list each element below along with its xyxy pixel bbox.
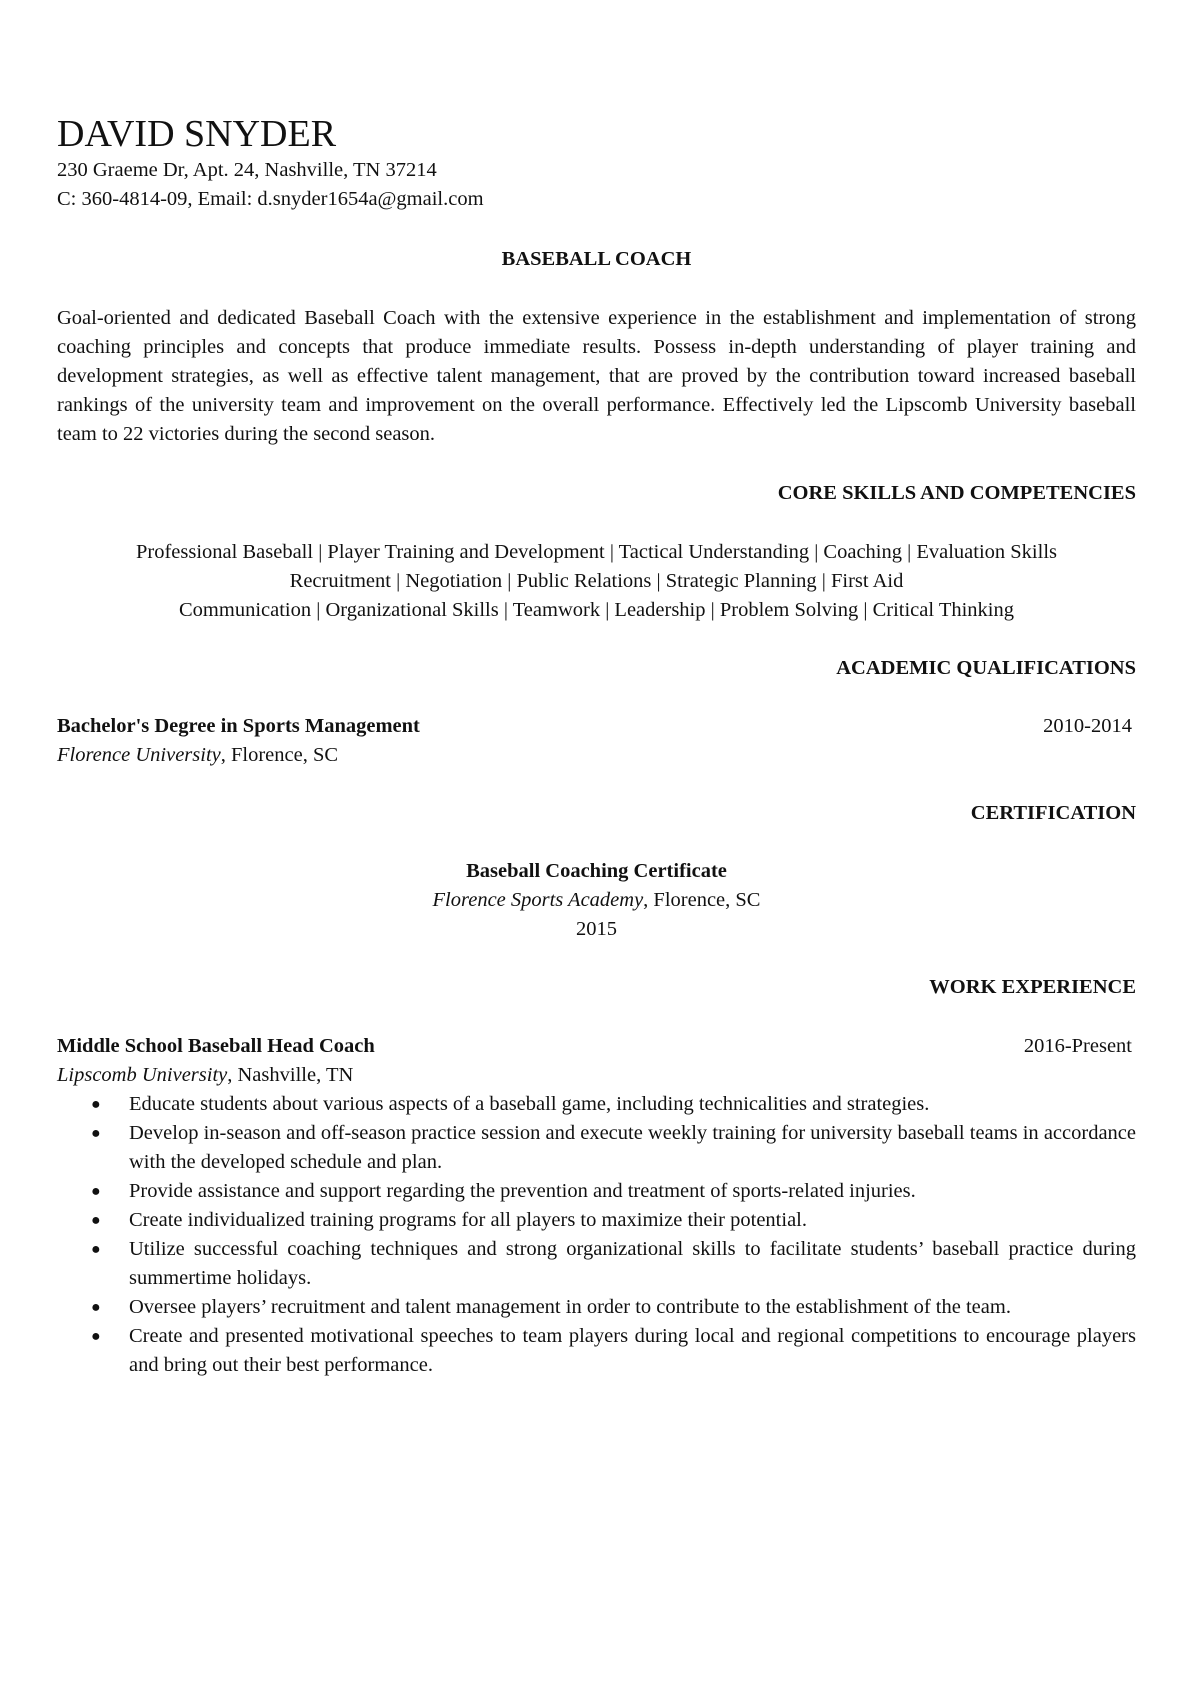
bullet-text: Provide assistance and support regarding the prevention and treatment of sports-related injuries. bbox=[129, 1180, 916, 1202]
skills-line: Professional Baseball | Player Training and Development | Tactical Understanding | Coaching | Evaluation Skills bbox=[136, 541, 1057, 563]
job-dates: 2016-Present bbox=[1023, 1035, 1132, 1057]
contact-header bbox=[57, 112, 1136, 214]
education-entry bbox=[57, 712, 1136, 770]
bullet-icon: ● bbox=[91, 1096, 101, 1113]
list-item bbox=[57, 1235, 1136, 1293]
degree: Bachelor's Degree in Sports Management bbox=[57, 715, 420, 737]
skills-line: Recruitment | Negotiation | Public Relations | Strategic Planning | First Aid bbox=[289, 570, 904, 592]
school-location: , Florence, SC bbox=[220, 744, 339, 766]
education-dates: 2010-2014 bbox=[1043, 715, 1132, 737]
skills-heading: CORE SKILLS AND COMPETENCIES bbox=[777, 482, 1136, 504]
certificate-location: , Florence, SC bbox=[643, 889, 761, 911]
bullet-text: Oversee players’ recruitment and talent management in order to contribute to the establishment of the team. bbox=[129, 1296, 1011, 1318]
job-entry bbox=[57, 1032, 1136, 1380]
list-item bbox=[57, 1177, 1136, 1206]
summary: Goal-oriented and dedicated Baseball Coach with the extensive experience in the establishment and implementation of strong coaching principles and concepts that produce immediate results. Possess in-depth understanding of player training and development strategies, as well as effective talent management, that are proved by the contribution toward increased baseball rankings of the university team and improvement on the overall performance. Effectively led the Lipscomb University baseball team to 22 victories during the second season. bbox=[57, 307, 1136, 445]
bullet-text: Utilize successful coaching techniques and strong organizational skills to facilitate students’ baseball practice during summertime holidays. bbox=[129, 1238, 1136, 1289]
bullet-text: Create and presented motivational speeches to team players during local and regional competitions to encourage players and bring out their best performance. bbox=[129, 1325, 1136, 1376]
skills-line: Communication | Organizational Skills | Teamwork | Leadership | Problem Solving | Critical Thinking bbox=[179, 599, 1014, 621]
list-item bbox=[57, 1090, 1136, 1119]
certificate-year: 2015 bbox=[576, 918, 617, 940]
job-title: BASEBALL COACH bbox=[501, 248, 692, 270]
bullet-icon: ● bbox=[91, 1125, 101, 1142]
list-item bbox=[57, 1119, 1136, 1177]
job-bullets bbox=[57, 1090, 1136, 1380]
certification-entry bbox=[57, 857, 1136, 944]
bullet-icon: ● bbox=[91, 1299, 101, 1316]
bullet-icon: ● bbox=[91, 1183, 101, 1200]
address: 230 Graeme Dr, Apt. 24, Nashville, TN 37214 bbox=[57, 159, 437, 181]
bullet-icon: ● bbox=[91, 1241, 101, 1258]
bullet-text: Educate students about various aspects of a baseball game, including technicalities and strategies. bbox=[129, 1093, 930, 1115]
bullet-text: Develop in-season and off-season practice session and execute weekly training for university baseball teams in accordance with the developed schedule and plan. bbox=[129, 1122, 1136, 1173]
bullet-text: Create individualized training programs for all players to maximize their potential. bbox=[129, 1209, 807, 1231]
work-heading: WORK EXPERIENCE bbox=[929, 976, 1136, 998]
employer-location: , Nashville, TN bbox=[227, 1064, 354, 1086]
job-title: Middle School Baseball Head Coach bbox=[57, 1035, 375, 1057]
list-item bbox=[57, 1206, 1136, 1235]
contact-info: C: 360-4814-09, Email: d.snyder1654a@gmail.com bbox=[57, 188, 484, 210]
list-item bbox=[57, 1293, 1136, 1322]
certification-heading: CERTIFICATION bbox=[970, 802, 1136, 824]
list-item bbox=[57, 1322, 1136, 1380]
bullet-icon: ● bbox=[91, 1328, 101, 1345]
certificate-name: Baseball Coaching Certificate bbox=[466, 860, 727, 882]
employer: Lipscomb University bbox=[57, 1064, 228, 1086]
bullet-icon: ● bbox=[91, 1212, 101, 1229]
candidate-name: DAVID SNYDER bbox=[57, 113, 337, 155]
certificate-org: Florence Sports Academy bbox=[432, 889, 644, 911]
skills-list bbox=[57, 538, 1136, 625]
school: Florence University bbox=[57, 744, 221, 766]
education-heading: ACADEMIC QUALIFICATIONS bbox=[836, 657, 1136, 679]
